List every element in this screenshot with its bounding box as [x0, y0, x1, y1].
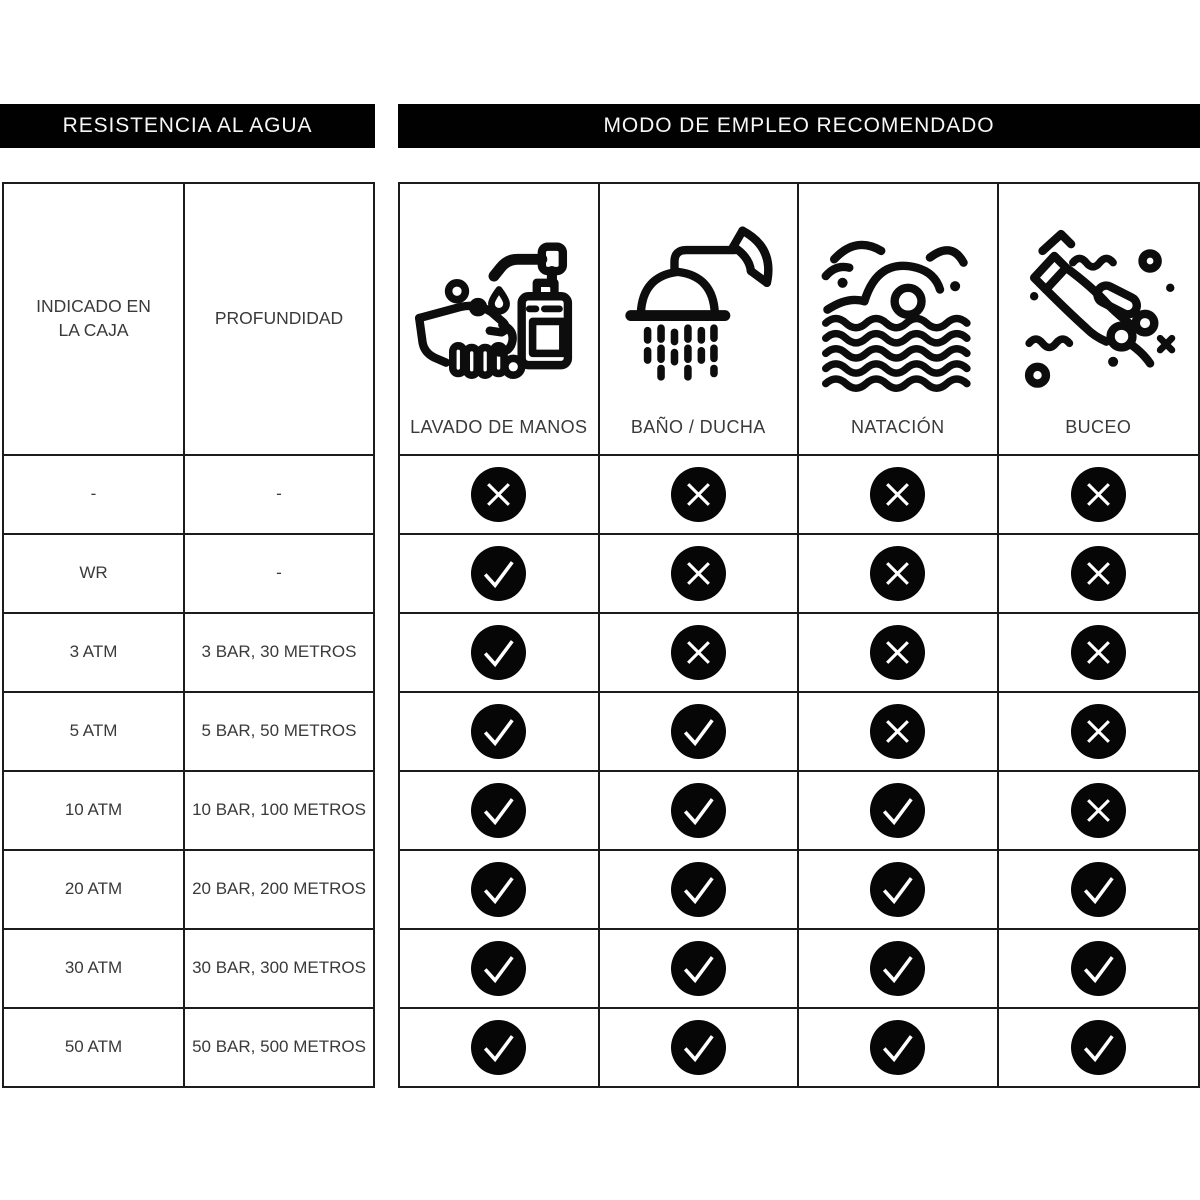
allowed-check-mark — [799, 770, 999, 849]
allowed-check-mark — [400, 928, 600, 1007]
not-allowed-cross-mark — [400, 454, 600, 533]
not-allowed-cross-mark — [999, 770, 1199, 849]
water-resistance-table — [2, 182, 375, 1088]
recommended-usage-table — [398, 182, 1200, 1088]
caja-cell: WR — [4, 533, 185, 612]
not-allowed-cross-mark — [999, 612, 1199, 691]
not-allowed-cross-mark — [799, 454, 999, 533]
not-allowed-cross-mark — [600, 454, 800, 533]
not-allowed-cross-mark — [600, 533, 800, 612]
allowed-check-mark — [600, 691, 800, 770]
caja-cell: 10 ATM — [4, 770, 185, 849]
allowed-check-mark — [400, 612, 600, 691]
column-header-profundidad: PROFUNDIDAD — [214, 308, 344, 329]
allowed-check-mark — [600, 1007, 800, 1086]
allowed-check-mark — [799, 1007, 999, 1086]
profundidad-cell: - — [185, 454, 373, 533]
not-allowed-cross-mark — [999, 454, 1199, 533]
caja-cell: 3 ATM — [4, 612, 185, 691]
column-header-lavado-de-manos — [400, 184, 600, 454]
not-allowed-cross-mark — [799, 533, 999, 612]
not-allowed-cross-mark — [999, 691, 1199, 770]
column-header-indicado-en-la-caja: INDICADO EN LA CAJA — [4, 184, 185, 454]
profundidad-cell: 3 BAR, 30 METROS — [185, 612, 373, 691]
profundidad-cell: 10 BAR, 100 METROS — [185, 770, 373, 849]
allowed-check-mark — [400, 849, 600, 928]
allowed-check-mark — [600, 928, 800, 1007]
left-section-title-bar — [0, 104, 375, 148]
allowed-check-mark — [400, 691, 600, 770]
allowed-check-mark — [999, 928, 1199, 1007]
column-label: LAVADO DE MANOS — [410, 416, 588, 437]
swimming-icon — [814, 214, 982, 402]
hand-washing-icon — [415, 214, 583, 402]
right-section-title: MODO DE EMPLEO RECOMENDADO — [603, 114, 995, 137]
profundidad-cell: 30 BAR, 300 METROS — [185, 928, 373, 1007]
allowed-check-mark — [799, 849, 999, 928]
not-allowed-cross-mark — [600, 612, 800, 691]
column-label: NATACIÓN — [850, 416, 945, 437]
profundidad-cell: - — [185, 533, 373, 612]
caja-cell: 5 ATM — [4, 691, 185, 770]
profundidad-cell: 50 BAR, 500 METROS — [185, 1007, 373, 1086]
caja-cell: 30 ATM — [4, 928, 185, 1007]
not-allowed-cross-mark — [999, 533, 1199, 612]
caja-cell: 20 ATM — [4, 849, 185, 928]
column-header-buceo — [999, 184, 1199, 454]
caja-cell: 50 ATM — [4, 1007, 185, 1086]
allowed-check-mark — [799, 928, 999, 1007]
profundidad-cell: 20 BAR, 200 METROS — [185, 849, 373, 928]
scuba-diving-icon — [1014, 214, 1182, 402]
column-header-natacion — [799, 184, 999, 454]
caja-cell: - — [4, 454, 185, 533]
allowed-check-mark — [999, 1007, 1199, 1086]
allowed-check-mark — [600, 770, 800, 849]
allowed-check-mark — [400, 1007, 600, 1086]
not-allowed-cross-mark — [799, 691, 999, 770]
profundidad-cell: 5 BAR, 50 METROS — [185, 691, 373, 770]
allowed-check-mark — [400, 770, 600, 849]
column-label: BUCEO — [1065, 416, 1132, 437]
column-header-bano-ducha — [600, 184, 800, 454]
allowed-check-mark — [999, 849, 1199, 928]
column-label: BAÑO / DUCHA — [630, 416, 766, 437]
allowed-check-mark — [400, 533, 600, 612]
shower-icon — [614, 214, 782, 402]
not-allowed-cross-mark — [799, 612, 999, 691]
right-section-title-bar — [398, 104, 1200, 148]
allowed-check-mark — [600, 849, 800, 928]
left-section-title: RESISTENCIA AL AGUA — [62, 114, 313, 137]
